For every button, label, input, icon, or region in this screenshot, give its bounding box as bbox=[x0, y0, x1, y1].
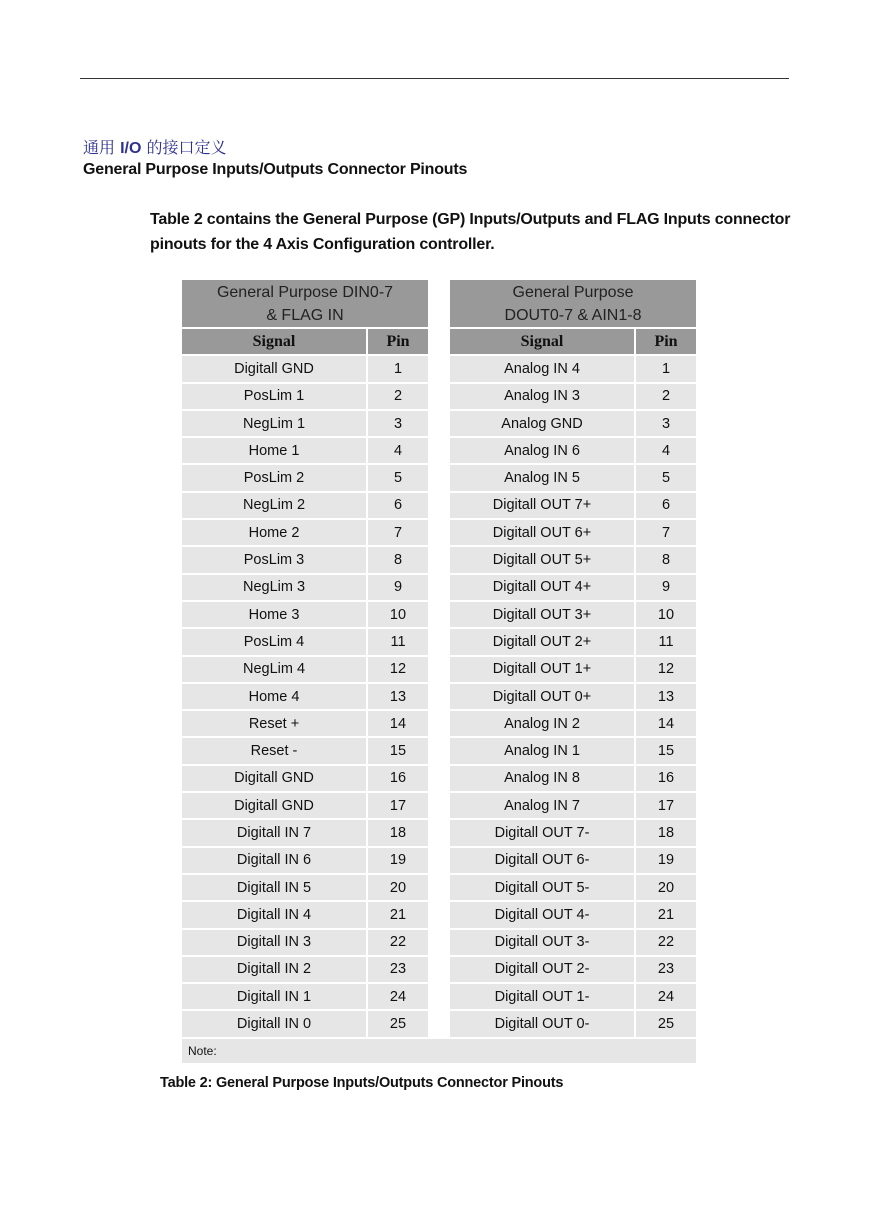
left-signal-cell: NegLim 1 bbox=[182, 411, 366, 436]
column-gap bbox=[430, 711, 448, 736]
right-pin-cell: 6 bbox=[636, 493, 696, 518]
table-row bbox=[182, 547, 696, 572]
left-pin-cell: 9 bbox=[368, 575, 428, 600]
right-signal-cell: Analog GND bbox=[450, 411, 634, 436]
left-signal-cell: NegLim 2 bbox=[182, 493, 366, 518]
group-header-row bbox=[182, 280, 696, 327]
column-gap bbox=[430, 411, 448, 436]
header-rule bbox=[80, 78, 789, 79]
right-pin-cell: 4 bbox=[636, 438, 696, 463]
table-row bbox=[182, 711, 696, 736]
right-group-line1: General Purpose bbox=[512, 283, 634, 301]
table-row bbox=[182, 848, 696, 873]
table-row bbox=[182, 793, 696, 818]
column-gap bbox=[430, 520, 448, 545]
right-pin-cell: 8 bbox=[636, 547, 696, 572]
column-gap bbox=[430, 384, 448, 409]
left-pin-header: Pin bbox=[368, 329, 428, 354]
table-row bbox=[182, 957, 696, 982]
left-pin-cell: 13 bbox=[368, 684, 428, 709]
left-signal-cell: Digitall IN 1 bbox=[182, 984, 366, 1009]
left-signal-cell: Digitall IN 6 bbox=[182, 848, 366, 873]
right-pin-cell: 2 bbox=[636, 384, 696, 409]
table-row bbox=[182, 738, 696, 763]
column-gap bbox=[430, 438, 448, 463]
left-pin-cell: 7 bbox=[368, 520, 428, 545]
pinout-table bbox=[180, 278, 698, 1065]
left-signal-cell: NegLim 4 bbox=[182, 657, 366, 682]
column-gap bbox=[430, 1011, 448, 1036]
table-row bbox=[182, 629, 696, 654]
table-row bbox=[182, 684, 696, 709]
right-pin-cell: 20 bbox=[636, 875, 696, 900]
left-pin-cell: 20 bbox=[368, 875, 428, 900]
left-signal-cell: Home 1 bbox=[182, 438, 366, 463]
right-pin-cell: 7 bbox=[636, 520, 696, 545]
right-signal-cell: Digitall OUT 7+ bbox=[450, 493, 634, 518]
left-signal-cell: Digitall IN 3 bbox=[182, 930, 366, 955]
table-row bbox=[182, 1011, 696, 1036]
left-pin-cell: 14 bbox=[368, 711, 428, 736]
table-caption: Table 2: General Purpose Inputs/Outputs Connector Pinouts bbox=[160, 1075, 564, 1091]
right-pin-cell: 10 bbox=[636, 602, 696, 627]
left-signal-cell: NegLim 3 bbox=[182, 575, 366, 600]
table-row bbox=[182, 930, 696, 955]
left-pin-cell: 16 bbox=[368, 766, 428, 791]
left-group-line2: & FLAG IN bbox=[266, 306, 344, 324]
column-gap bbox=[430, 848, 448, 873]
right-pin-cell: 15 bbox=[636, 738, 696, 763]
section-heading-cn bbox=[83, 135, 227, 158]
pinout-table-body bbox=[182, 280, 696, 1063]
right-pin-cell: 17 bbox=[636, 793, 696, 818]
table-row bbox=[182, 984, 696, 1009]
right-signal-cell: Analog IN 2 bbox=[450, 711, 634, 736]
table-row bbox=[182, 520, 696, 545]
right-signal-cell: Digitall OUT 1+ bbox=[450, 657, 634, 682]
right-pin-cell: 3 bbox=[636, 411, 696, 436]
section-heading-en: General Purpose Inputs/Outputs Connector Pinouts bbox=[83, 161, 468, 178]
right-signal-cell: Digitall OUT 4+ bbox=[450, 575, 634, 600]
left-signal-cell: Reset + bbox=[182, 711, 366, 736]
right-signal-cell: Analog IN 4 bbox=[450, 356, 634, 381]
table-row bbox=[182, 766, 696, 791]
right-signal-cell: Digitall OUT 3- bbox=[450, 930, 634, 955]
right-signal-cell: Digitall OUT 0+ bbox=[450, 684, 634, 709]
right-signal-cell: Analog IN 3 bbox=[450, 384, 634, 409]
left-pin-cell: 17 bbox=[368, 793, 428, 818]
left-signal-cell: PosLim 1 bbox=[182, 384, 366, 409]
left-pin-cell: 11 bbox=[368, 629, 428, 654]
right-group-header bbox=[450, 280, 696, 327]
right-signal-cell: Digitall OUT 2+ bbox=[450, 629, 634, 654]
right-pin-header: Pin bbox=[636, 329, 696, 354]
column-gap bbox=[430, 465, 448, 490]
table-row bbox=[182, 356, 696, 381]
left-signal-cell: Home 3 bbox=[182, 602, 366, 627]
left-group-line1: General Purpose DIN0-7 bbox=[216, 283, 394, 301]
right-signal-cell: Analog IN 5 bbox=[450, 465, 634, 490]
table-row bbox=[182, 465, 696, 490]
left-signal-cell: PosLim 2 bbox=[182, 465, 366, 490]
column-gap bbox=[430, 329, 448, 354]
table-row bbox=[182, 820, 696, 845]
left-signal-cell: Digitall IN 4 bbox=[182, 902, 366, 927]
intro-paragraph: Table 2 contains the General Purpose (GP) Inputs/Outputs and FLAG Inputs connector pinouts for the 4 Axis Configuration controller. bbox=[150, 211, 791, 253]
right-signal-cell: Analog IN 8 bbox=[450, 766, 634, 791]
left-signal-cell: Reset - bbox=[182, 738, 366, 763]
left-pin-cell: 18 bbox=[368, 820, 428, 845]
right-signal-cell: Digitall OUT 6+ bbox=[450, 520, 634, 545]
left-pin-cell: 10 bbox=[368, 602, 428, 627]
left-signal-cell: Digitall IN 7 bbox=[182, 820, 366, 845]
column-gap bbox=[430, 793, 448, 818]
column-gap bbox=[430, 957, 448, 982]
column-gap bbox=[430, 820, 448, 845]
note-row bbox=[182, 1039, 696, 1063]
left-pin-cell: 4 bbox=[368, 438, 428, 463]
right-pin-cell: 24 bbox=[636, 984, 696, 1009]
column-gap bbox=[430, 684, 448, 709]
column-header-row bbox=[182, 329, 696, 354]
left-signal-cell: Digitall GND bbox=[182, 793, 366, 818]
left-signal-cell: Digitall GND bbox=[182, 766, 366, 791]
right-pin-cell: 12 bbox=[636, 657, 696, 682]
left-signal-cell: Digitall IN 5 bbox=[182, 875, 366, 900]
left-pin-cell: 25 bbox=[368, 1011, 428, 1036]
column-gap bbox=[430, 738, 448, 763]
right-signal-cell: Analog IN 1 bbox=[450, 738, 634, 763]
column-gap bbox=[430, 280, 448, 327]
left-signal-cell: PosLim 3 bbox=[182, 547, 366, 572]
right-pin-cell: 22 bbox=[636, 930, 696, 955]
left-group-header bbox=[182, 280, 428, 327]
column-gap bbox=[430, 766, 448, 791]
right-group-line2: DOUT0-7 & AIN1-8 bbox=[504, 306, 642, 324]
column-gap bbox=[430, 629, 448, 654]
table-row bbox=[182, 493, 696, 518]
right-signal-cell: Digitall OUT 5- bbox=[450, 875, 634, 900]
column-gap bbox=[430, 356, 448, 381]
table-row bbox=[182, 575, 696, 600]
right-pin-cell: 9 bbox=[636, 575, 696, 600]
heading-cn-io: I/O bbox=[120, 140, 142, 157]
column-gap bbox=[430, 602, 448, 627]
right-pin-cell: 23 bbox=[636, 957, 696, 982]
left-pin-cell: 6 bbox=[368, 493, 428, 518]
column-gap bbox=[430, 575, 448, 600]
left-pin-cell: 23 bbox=[368, 957, 428, 982]
left-signal-cell: Digitall IN 0 bbox=[182, 1011, 366, 1036]
heading-cn-prefix: 通用 bbox=[83, 138, 121, 157]
left-pin-cell: 22 bbox=[368, 930, 428, 955]
table-row bbox=[182, 902, 696, 927]
column-gap bbox=[430, 875, 448, 900]
table-row bbox=[182, 384, 696, 409]
left-signal-cell: Digitall GND bbox=[182, 356, 366, 381]
left-pin-cell: 21 bbox=[368, 902, 428, 927]
left-pin-cell: 15 bbox=[368, 738, 428, 763]
left-pin-cell: 8 bbox=[368, 547, 428, 572]
column-gap bbox=[430, 493, 448, 518]
left-pin-cell: 1 bbox=[368, 356, 428, 381]
column-gap bbox=[430, 984, 448, 1009]
right-pin-cell: 25 bbox=[636, 1011, 696, 1036]
left-signal-cell: PosLim 4 bbox=[182, 629, 366, 654]
column-gap bbox=[430, 547, 448, 572]
right-pin-cell: 19 bbox=[636, 848, 696, 873]
table-row bbox=[182, 875, 696, 900]
left-pin-cell: 5 bbox=[368, 465, 428, 490]
column-gap bbox=[430, 930, 448, 955]
right-signal-cell: Digitall OUT 5+ bbox=[450, 547, 634, 572]
heading-cn-suffix: 的接口定义 bbox=[141, 138, 227, 157]
left-signal-cell: Home 4 bbox=[182, 684, 366, 709]
left-pin-cell: 19 bbox=[368, 848, 428, 873]
right-pin-cell: 5 bbox=[636, 465, 696, 490]
left-pin-cell: 24 bbox=[368, 984, 428, 1009]
right-signal-cell: Digitall OUT 4- bbox=[450, 902, 634, 927]
right-signal-cell: Digitall OUT 1- bbox=[450, 984, 634, 1009]
right-signal-cell: Digitall OUT 3+ bbox=[450, 602, 634, 627]
right-pin-cell: 21 bbox=[636, 902, 696, 927]
right-signal-cell: Digitall OUT 2- bbox=[450, 957, 634, 982]
right-signal-header: Signal bbox=[450, 329, 634, 354]
column-gap bbox=[430, 657, 448, 682]
right-pin-cell: 1 bbox=[636, 356, 696, 381]
right-signal-cell: Digitall OUT 6- bbox=[450, 848, 634, 873]
right-signal-cell: Analog IN 7 bbox=[450, 793, 634, 818]
left-signal-cell: Digitall IN 2 bbox=[182, 957, 366, 982]
column-gap bbox=[430, 902, 448, 927]
left-pin-cell: 3 bbox=[368, 411, 428, 436]
right-pin-cell: 11 bbox=[636, 629, 696, 654]
right-pin-cell: 13 bbox=[636, 684, 696, 709]
right-pin-cell: 16 bbox=[636, 766, 696, 791]
left-signal-cell: Home 2 bbox=[182, 520, 366, 545]
left-pin-cell: 12 bbox=[368, 657, 428, 682]
left-signal-header: Signal bbox=[182, 329, 366, 354]
table-row bbox=[182, 411, 696, 436]
right-signal-cell: Digitall OUT 7- bbox=[450, 820, 634, 845]
right-pin-cell: 18 bbox=[636, 820, 696, 845]
table-row bbox=[182, 657, 696, 682]
table-row bbox=[182, 438, 696, 463]
right-signal-cell: Digitall OUT 0- bbox=[450, 1011, 634, 1036]
right-pin-cell: 14 bbox=[636, 711, 696, 736]
right-signal-cell: Analog IN 6 bbox=[450, 438, 634, 463]
table-note: Note: bbox=[182, 1039, 696, 1063]
left-pin-cell: 2 bbox=[368, 384, 428, 409]
table-row bbox=[182, 602, 696, 627]
